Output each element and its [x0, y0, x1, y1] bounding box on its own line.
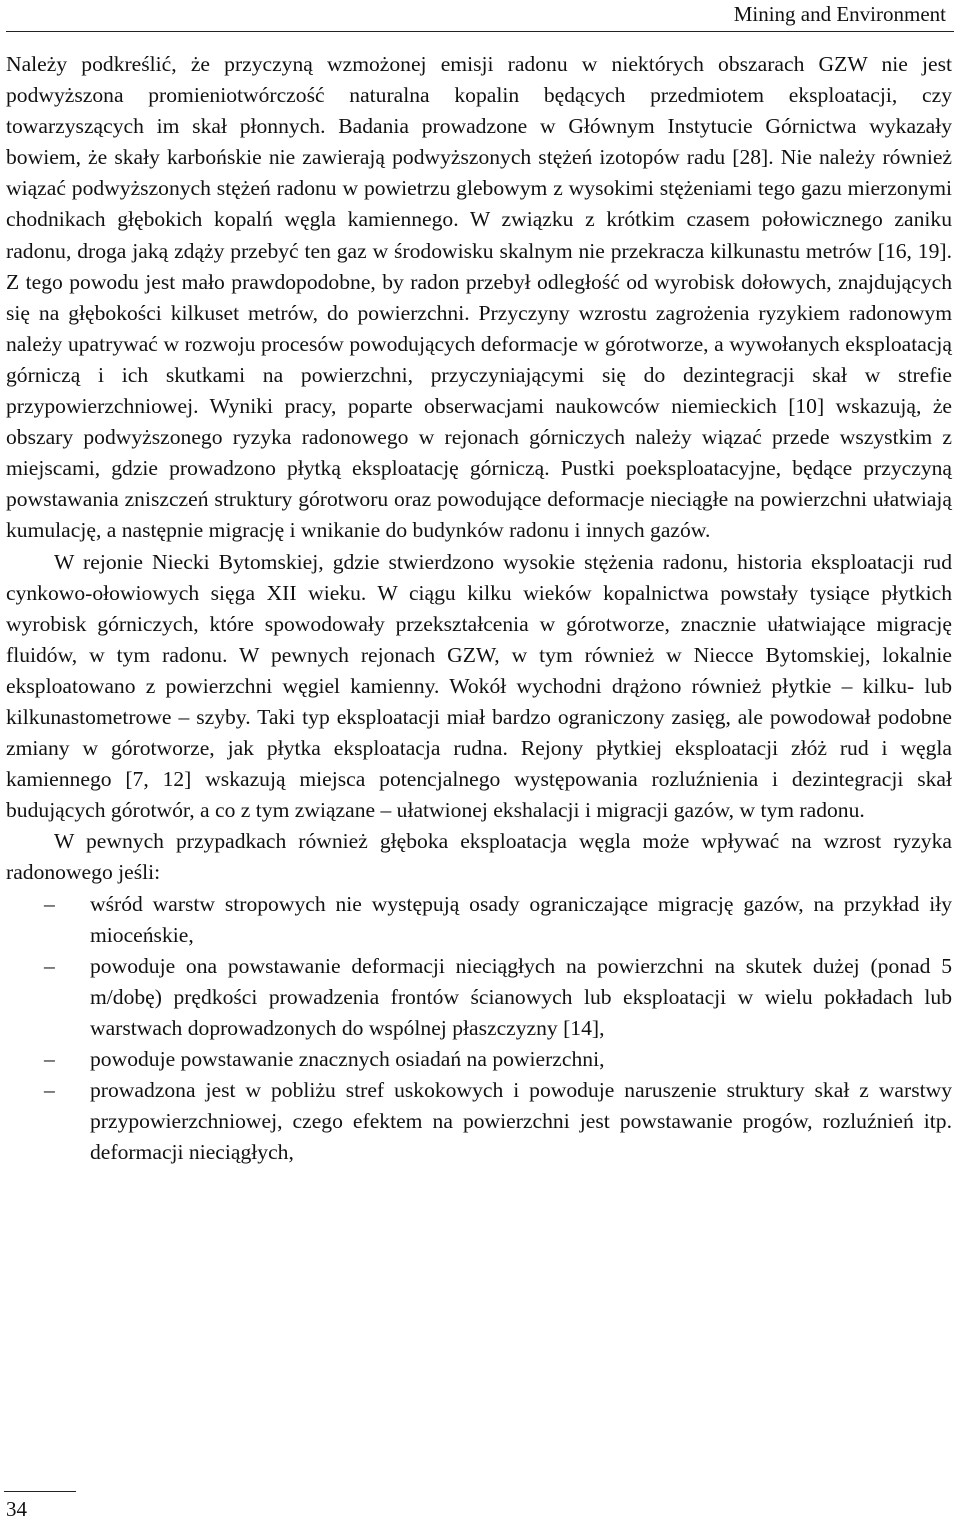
- dash-marker: –: [44, 1078, 55, 1103]
- list-item: [6, 889, 952, 951]
- paragraph-1: Należy podkreślić, że przyczyną wzmożonej emisji radonu w niektórych obszarach GZW nie jest podwyższona promieniotwórczość naturalna kopalin będących przedmiotem eksploatacji, czy towarzyszących im skał płonnych. Badania prowadzone w Głównym Instytucie Górnictwa wykazały bowiem, że skały karbońskie nie zawierają podwyższonych stężeń izotopów radu [28]. Nie należy również wiązać podwyższonych stężeń radonu w powietrzu glebowym z wysokimi stężeniami tego gazu mierzonymi chodnikach głębokich kopalń węgla kamiennego. W związku z krótkim czasem połowicznego zaniku radonu, droga jaką zdąży przebyć ten gaz w środowisku skalnym nie przekracza kilkunastu metrów [16, 19]. Z tego powodu jest mało prawdopodobne, by radon przebył odległość od wyrobisk dołowych, znajdujących się na głębokości kilkuset metrów, do powierzchni. Przyczyny wzrostu zagrożenia ryzykiem radonowym należy upatrywać w rozwoju procesów powodujących deformacje w górotworze, a wywołanych eksploatacją górniczą i ich skutkami na powierzchni, przyczyniającymi się do dezintegracji skał w strefie przypowierzchniowej. Wyniki pracy, poparte obserwacjami naukowców niemieckich [10] wskazują, że obszary podwyższonego ryzyka radonowego w rejonach górniczych należy wiązać przede wszystkim z miejscami, gdzie prowadzono płytką eksploatację górniczą. Pustki poeksploatacyjne, będące przyczyną powstawania zniszczeń struktury górotworu oraz powodujące deformacje nieciągłe na powierzchni ułatwiają kumulację, a następnie migrację i wnikanie do budynków radonu i innych gazów.: [6, 52, 952, 543]
- dash-marker: –: [44, 1047, 55, 1071]
- list-item: [6, 1075, 952, 1168]
- journal-title: Mining and Environment: [733, 2, 946, 26]
- paragraph-3: W pewnych przypadkach również głęboka eksploatacja węgla może wpływać na wzrost ryzyka radonowego jeśli:: [6, 829, 952, 885]
- list-item-text: wśród warstw stropowych nie występują osady ograniczające migrację gazów, na przykład iły mioceńskie,: [90, 891, 952, 947]
- body-text: [6, 49, 952, 1168]
- list-item: [6, 1044, 952, 1075]
- list-item: [6, 951, 952, 1044]
- footer-rule: [4, 1491, 76, 1492]
- list-item-text: powoduje powstawanie znacznych osiadań na powierzchni,: [90, 1047, 605, 1071]
- list-item-text: powoduje ona powstawanie deformacji nieciągłych na powierzchni na skutek dużej (ponad 5 m/dobę) prędkości prowadzenia frontów ścianowych lub eksploatacji w wielu pokładach lub warstwach doprowadzonych do wspólnej płaszczyzny [14],: [90, 953, 952, 1040]
- paragraph-2: W rejonie Niecki Bytomskiej, gdzie stwierdzono wysokie stężenia radonu, historia eksploatacji rud cynkowo-ołowiowych sięga XII wieku. W ciągu kilku wieków kopalnictwa powstały tysiące płytkich wyrobisk górniczych, które spowodowały przekształcenia w górotworze, znacznie ułatwiające migrację fluidów, w tym radonu. W pewnych rejonach GZW, w tym również w Niecce Bytomskiej, lokalnie eksploatowano z powierzchni węgiel kamienny. Wokół wychodni drążono również płytkie – kilku- lub kilkunastometrowe – szyby. Taki typ eksploatacji miał bardzo ograniczony zasięg, ale powodował podobne zmiany w górotworze, jak płytka eksploatacja rudna. Rejony płytkiej eksploatacji złóż rud i węgla kamiennego [7, 12] wskazują miejsca potencjalnego występowania rozluźnienia i dezintegracji skał budujących górotwór, a co z tym związane – ułatwionej ekshalacji i migracji gazów, w tym radonu.: [6, 549, 952, 823]
- dash-marker: –: [44, 891, 55, 916]
- running-header: [6, 0, 954, 32]
- list-item-text: prowadzona jest w pobliżu stref uskokowych i powoduje naruszenie struktury skał z warstwy przypowierzchniowej, czego efektem na powierzchni jest powstawanie progów, rozluźnień itp. deformacji nieciągłych,: [90, 1078, 952, 1165]
- page-number: 34: [6, 1497, 27, 1521]
- dash-list: [6, 889, 952, 1169]
- dash-marker: –: [44, 953, 55, 978]
